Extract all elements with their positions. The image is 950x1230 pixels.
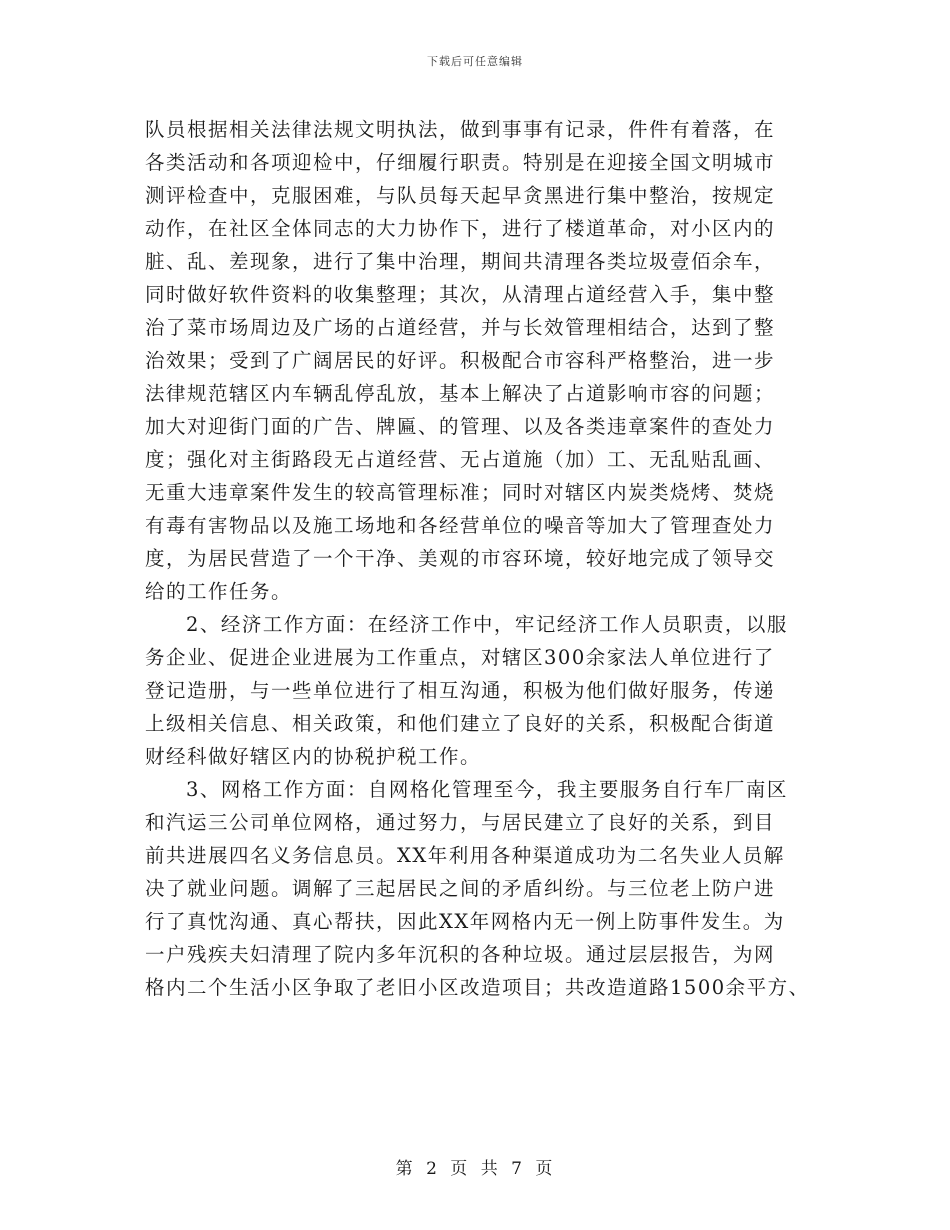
paragraph-3-line: 和汽运三公司单位网格，通过努力，与居民建立了良好的关系，到目 — [145, 811, 776, 834]
paragraph-1-line: 度，为居民营造了一个干净、美观的市容环境，较好地完成了领导交 — [145, 547, 776, 570]
paragraph-1-line: 测评检查中，克服困难，与队员每天起早贪黑进行集中整治，按规定 — [145, 184, 776, 207]
paragraph-3-line: 前共进展四名义务信息员。XX年利用各种渠道成功为二名失业人员解 — [145, 844, 785, 867]
paragraph-1-line: 队员根据相关法律法规文明执法，做到事事有记录，件件有着落，在 — [145, 118, 776, 141]
paragraph-1-line: 动作，在社区全体同志的大力协作下，进行了楼道革命，对小区内的 — [145, 217, 776, 240]
paragraph-1-line: 脏、乱、差现象，进行了集中治理，期间共清理各类垃圾壹佰余车， — [145, 250, 776, 273]
paragraph-2-line: 务企业、促进企业进展为工作重点，对辖区300余家法人单位进行了 — [145, 646, 775, 669]
paragraph-1-line: 治了菜市场周边及广场的占道经营，并与长效管理相结合，达到了整 — [145, 316, 776, 339]
paragraph-2-line: 财经科做好辖区内的协税护税工作。 — [145, 745, 482, 768]
paragraph-3-line: 3、网格工作方面：自网格化管理至今，我主要服务自行车厂南区 — [186, 778, 788, 801]
page-header: 下载后可任意编辑 — [427, 55, 523, 68]
page-number: 第 2 页 共 7 页 — [395, 1159, 555, 1179]
paragraph-3-line: 决了就业问题。调解了三起居民之间的矛盾纠纷。与三位老上防户进 — [145, 877, 776, 900]
document-body — [145, 113, 825, 1004]
paragraph-3-line: 格内二个生活小区争取了老旧小区改造项目；共改造道路1500余平方、 — [145, 976, 810, 999]
paragraph-1-line: 度；强化对主街路段无占道经营、无占道施（加）工、无乱贴乱画、 — [145, 448, 776, 471]
paragraph-1-line: 各类活动和各项迎检中，仔细履行职责。特别是在迎接全国文明城市 — [145, 151, 776, 174]
paragraph-3-line: 一户残疾夫妇清理了院内多年沉积的各种垃圾。通过层层报告，为网 — [145, 943, 776, 966]
paragraph-2-line: 2、经济工作方面：在经济工作中，牢记经济工作人员职责，以服 — [186, 613, 788, 636]
paragraph-1-line: 法律规范辖区内车辆乱停乱放，基本上解决了占道影响市容的问题； — [145, 382, 776, 405]
paragraph-1-line: 有毒有害物品以及施工场地和各经营单位的噪音等加大了管理查处力 — [145, 514, 776, 537]
paragraph-2-line: 登记造册，与一些单位进行了相互沟通，积极为他们做好服务，传递 — [145, 679, 776, 702]
paragraph-1-line: 加大对迎街门面的广告、牌匾、的管理、以及各类违章案件的查处力 — [145, 415, 776, 438]
paragraph-2-line: 上级相关信息、相关政策，和他们建立了良好的关系，积极配合街道 — [145, 712, 776, 735]
paragraph-1-line: 同时做好软件资料的收集整理；其次，从清理占道经营入手，集中整 — [145, 283, 776, 306]
paragraph-1-line: 无重大违章案件发生的较高管理标准；同时对辖区内炭类烧烤、焚烧 — [145, 481, 776, 504]
paragraph-3-line: 行了真忱沟通、真心帮扶，因此XX年网格内无一例上防事件发生。为 — [145, 910, 785, 933]
paragraph-1-line: 治效果；受到了广阔居民的好评。积极配合市容科严格整治，进一步 — [145, 349, 776, 372]
paragraph-1-line: 给的工作任务。 — [145, 580, 293, 603]
